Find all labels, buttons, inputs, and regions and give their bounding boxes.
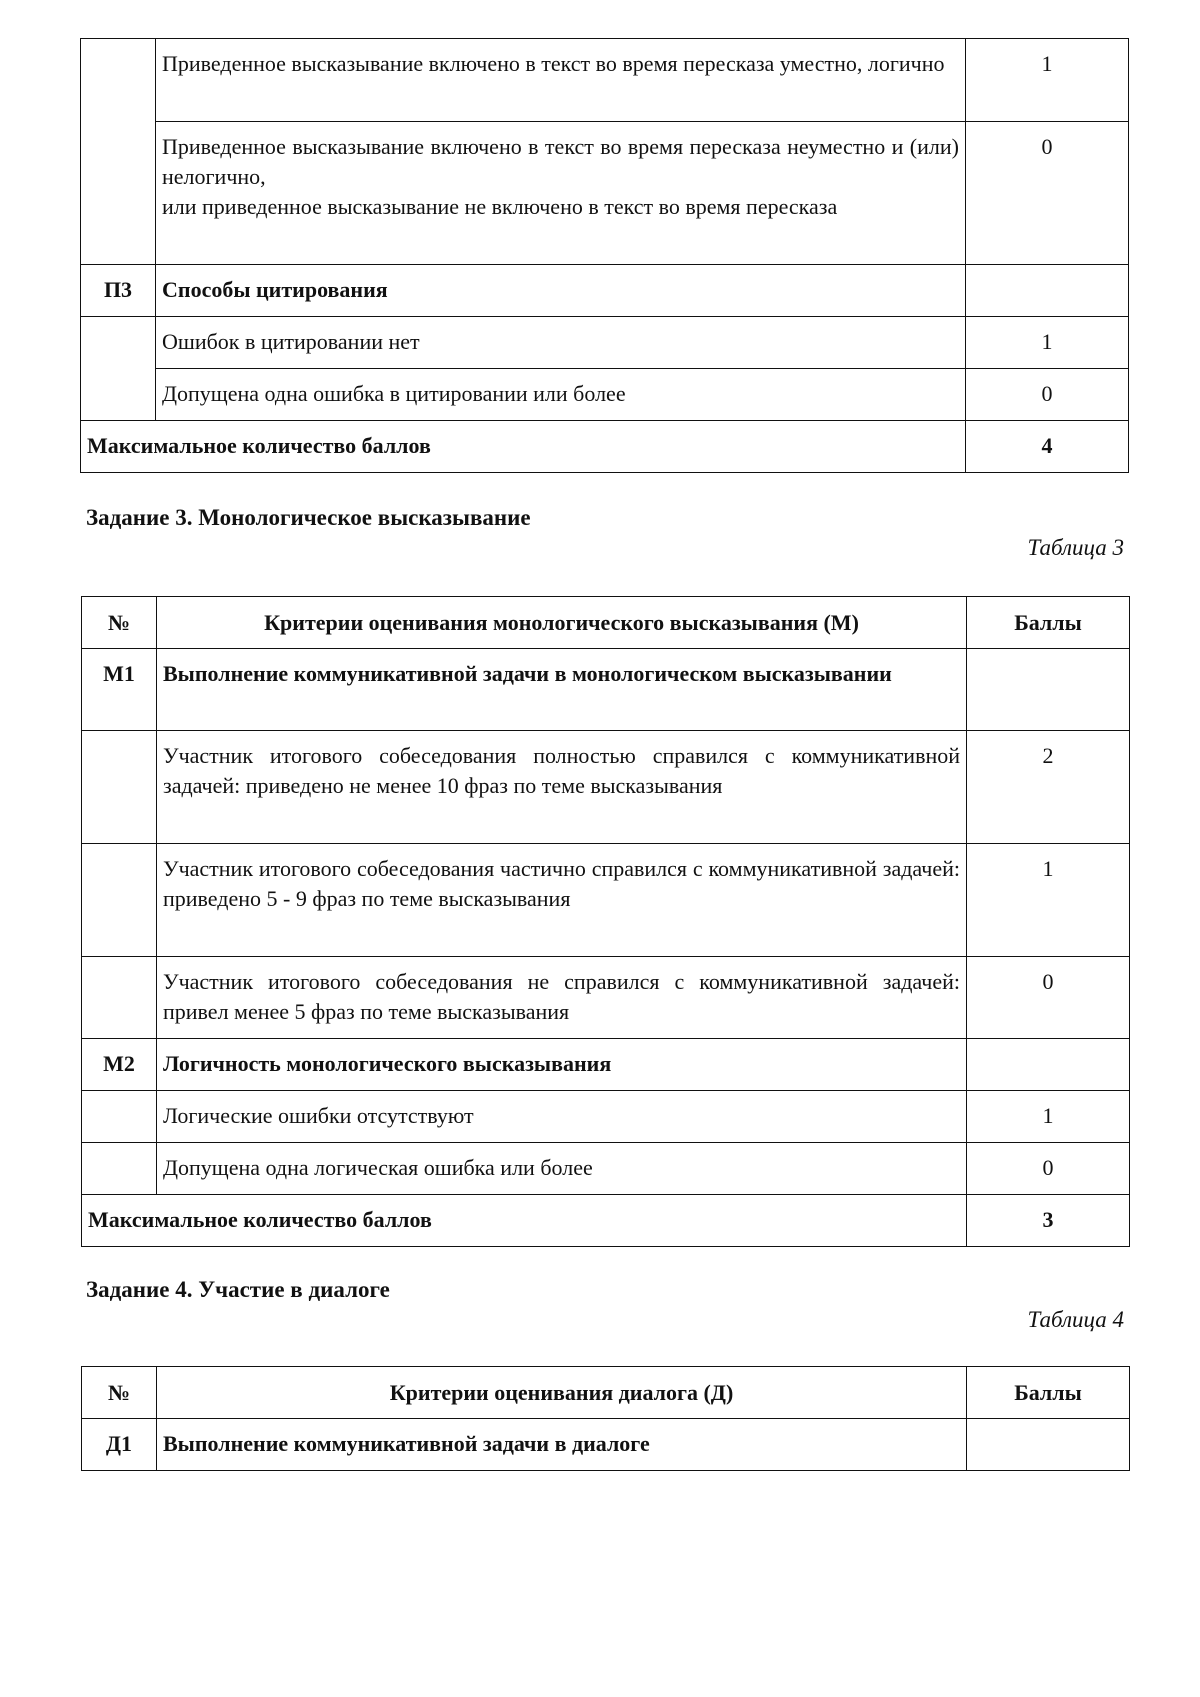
- score-value: 1: [966, 317, 1129, 369]
- criterion-group-title: Выполнение коммуникативной задачи в монологическом высказывании: [157, 649, 967, 731]
- criterion-text: Допущена одна логическая ошибка или более: [157, 1143, 967, 1195]
- table-4-label: Таблица 4: [1027, 1307, 1124, 1332]
- max-score-value: 3: [967, 1195, 1130, 1247]
- score-value: [966, 265, 1129, 317]
- row-number: Д1: [82, 1419, 157, 1471]
- criterion-text: Ошибок в цитировании нет: [156, 317, 966, 369]
- row-number: [82, 1143, 157, 1195]
- table-row: [82, 1091, 1130, 1143]
- criterion-text: Участник итогового собеседования полностью справился с коммуникативной задачей: приведено не менее 10 фраз по теме высказывания: [157, 731, 967, 844]
- header-score: Баллы: [967, 1367, 1130, 1419]
- criterion-line: или приведенное высказывание не включено в текст во время пересказа: [162, 194, 838, 219]
- table-row: [82, 1039, 1130, 1091]
- table-row: [81, 317, 1129, 369]
- table-row: [82, 844, 1130, 957]
- score-value: 1: [967, 1091, 1130, 1143]
- table-header-row: [82, 1367, 1130, 1419]
- task-4-heading: Задание 4. Участие в диалоге: [86, 1277, 390, 1302]
- max-score-row: [81, 421, 1129, 473]
- task-3-heading: Задание 3. Монологическое высказывание: [86, 505, 531, 530]
- table-3-label: Таблица 3: [1027, 535, 1124, 560]
- score-value: 0: [967, 957, 1130, 1039]
- max-score-row: [82, 1195, 1130, 1247]
- criterion-text: Участник итогового собеседования не справился с коммуникативной задачей: привел менее 5 фраз по теме высказывания: [157, 957, 967, 1039]
- header-score: Баллы: [967, 597, 1130, 649]
- table-row: [81, 39, 1129, 122]
- row-number: [82, 1091, 157, 1143]
- criterion-text: Участник итогового собеседования частично справился с коммуникативной задачей: приведено 5 - 9 фраз по теме высказывания: [157, 844, 967, 957]
- criterion-text: Приведенное высказывание включено в текст во время пересказа уместно, логично: [156, 39, 966, 122]
- row-number: [82, 844, 157, 957]
- score-value: 0: [966, 122, 1129, 265]
- criterion-group-title: Логичность монологического высказывания: [157, 1039, 967, 1091]
- row-number: [82, 731, 157, 844]
- max-score-value: 4: [966, 421, 1129, 473]
- row-number: [82, 957, 157, 1039]
- score-value: 0: [966, 369, 1129, 421]
- criterion-text: Допущена одна ошибка в цитировании или более: [156, 369, 966, 421]
- criterion-text: Логические ошибки отсутствуют: [157, 1091, 967, 1143]
- score-value: [967, 649, 1130, 731]
- max-score-label: Максимальное количество баллов: [82, 1195, 967, 1247]
- score-value: 2: [967, 731, 1130, 844]
- header-criterion: Критерии оценивания монологического высказывания (М): [157, 597, 967, 649]
- criterion-text: [156, 122, 966, 265]
- criterion-group-title: Выполнение коммуникативной задачи в диалоге: [157, 1419, 967, 1471]
- row-number: [81, 39, 156, 265]
- table-row: [82, 957, 1130, 1039]
- criterion-group-title: Способы цитирования: [156, 265, 966, 317]
- score-value: [967, 1039, 1130, 1091]
- header-number: №: [82, 1367, 157, 1419]
- max-score-label: Максимальное количество баллов: [81, 421, 966, 473]
- header-number: №: [82, 597, 157, 649]
- table-row: [82, 1143, 1130, 1195]
- table-row: [82, 649, 1130, 731]
- table-3: [81, 596, 1130, 1247]
- score-value: 0: [967, 1143, 1130, 1195]
- table-row: [81, 122, 1129, 265]
- table-row: [81, 265, 1129, 317]
- table-row: [81, 369, 1129, 421]
- row-number: П3: [81, 265, 156, 317]
- table-4: [81, 1366, 1130, 1471]
- row-number: [81, 317, 156, 421]
- table-header-row: [82, 597, 1130, 649]
- criterion-line: Приведенное высказывание включено в текст во время пересказа неуместно и (или) нелогично,: [162, 134, 959, 189]
- score-value: 1: [966, 39, 1129, 122]
- row-number: М2: [82, 1039, 157, 1091]
- row-number: М1: [82, 649, 157, 731]
- score-value: [967, 1419, 1130, 1471]
- score-value: 1: [967, 844, 1130, 957]
- table-row: [82, 1419, 1130, 1471]
- table-2-continuation: [80, 38, 1129, 473]
- header-criterion: Критерии оценивания диалога (Д): [157, 1367, 967, 1419]
- table-row: [82, 731, 1130, 844]
